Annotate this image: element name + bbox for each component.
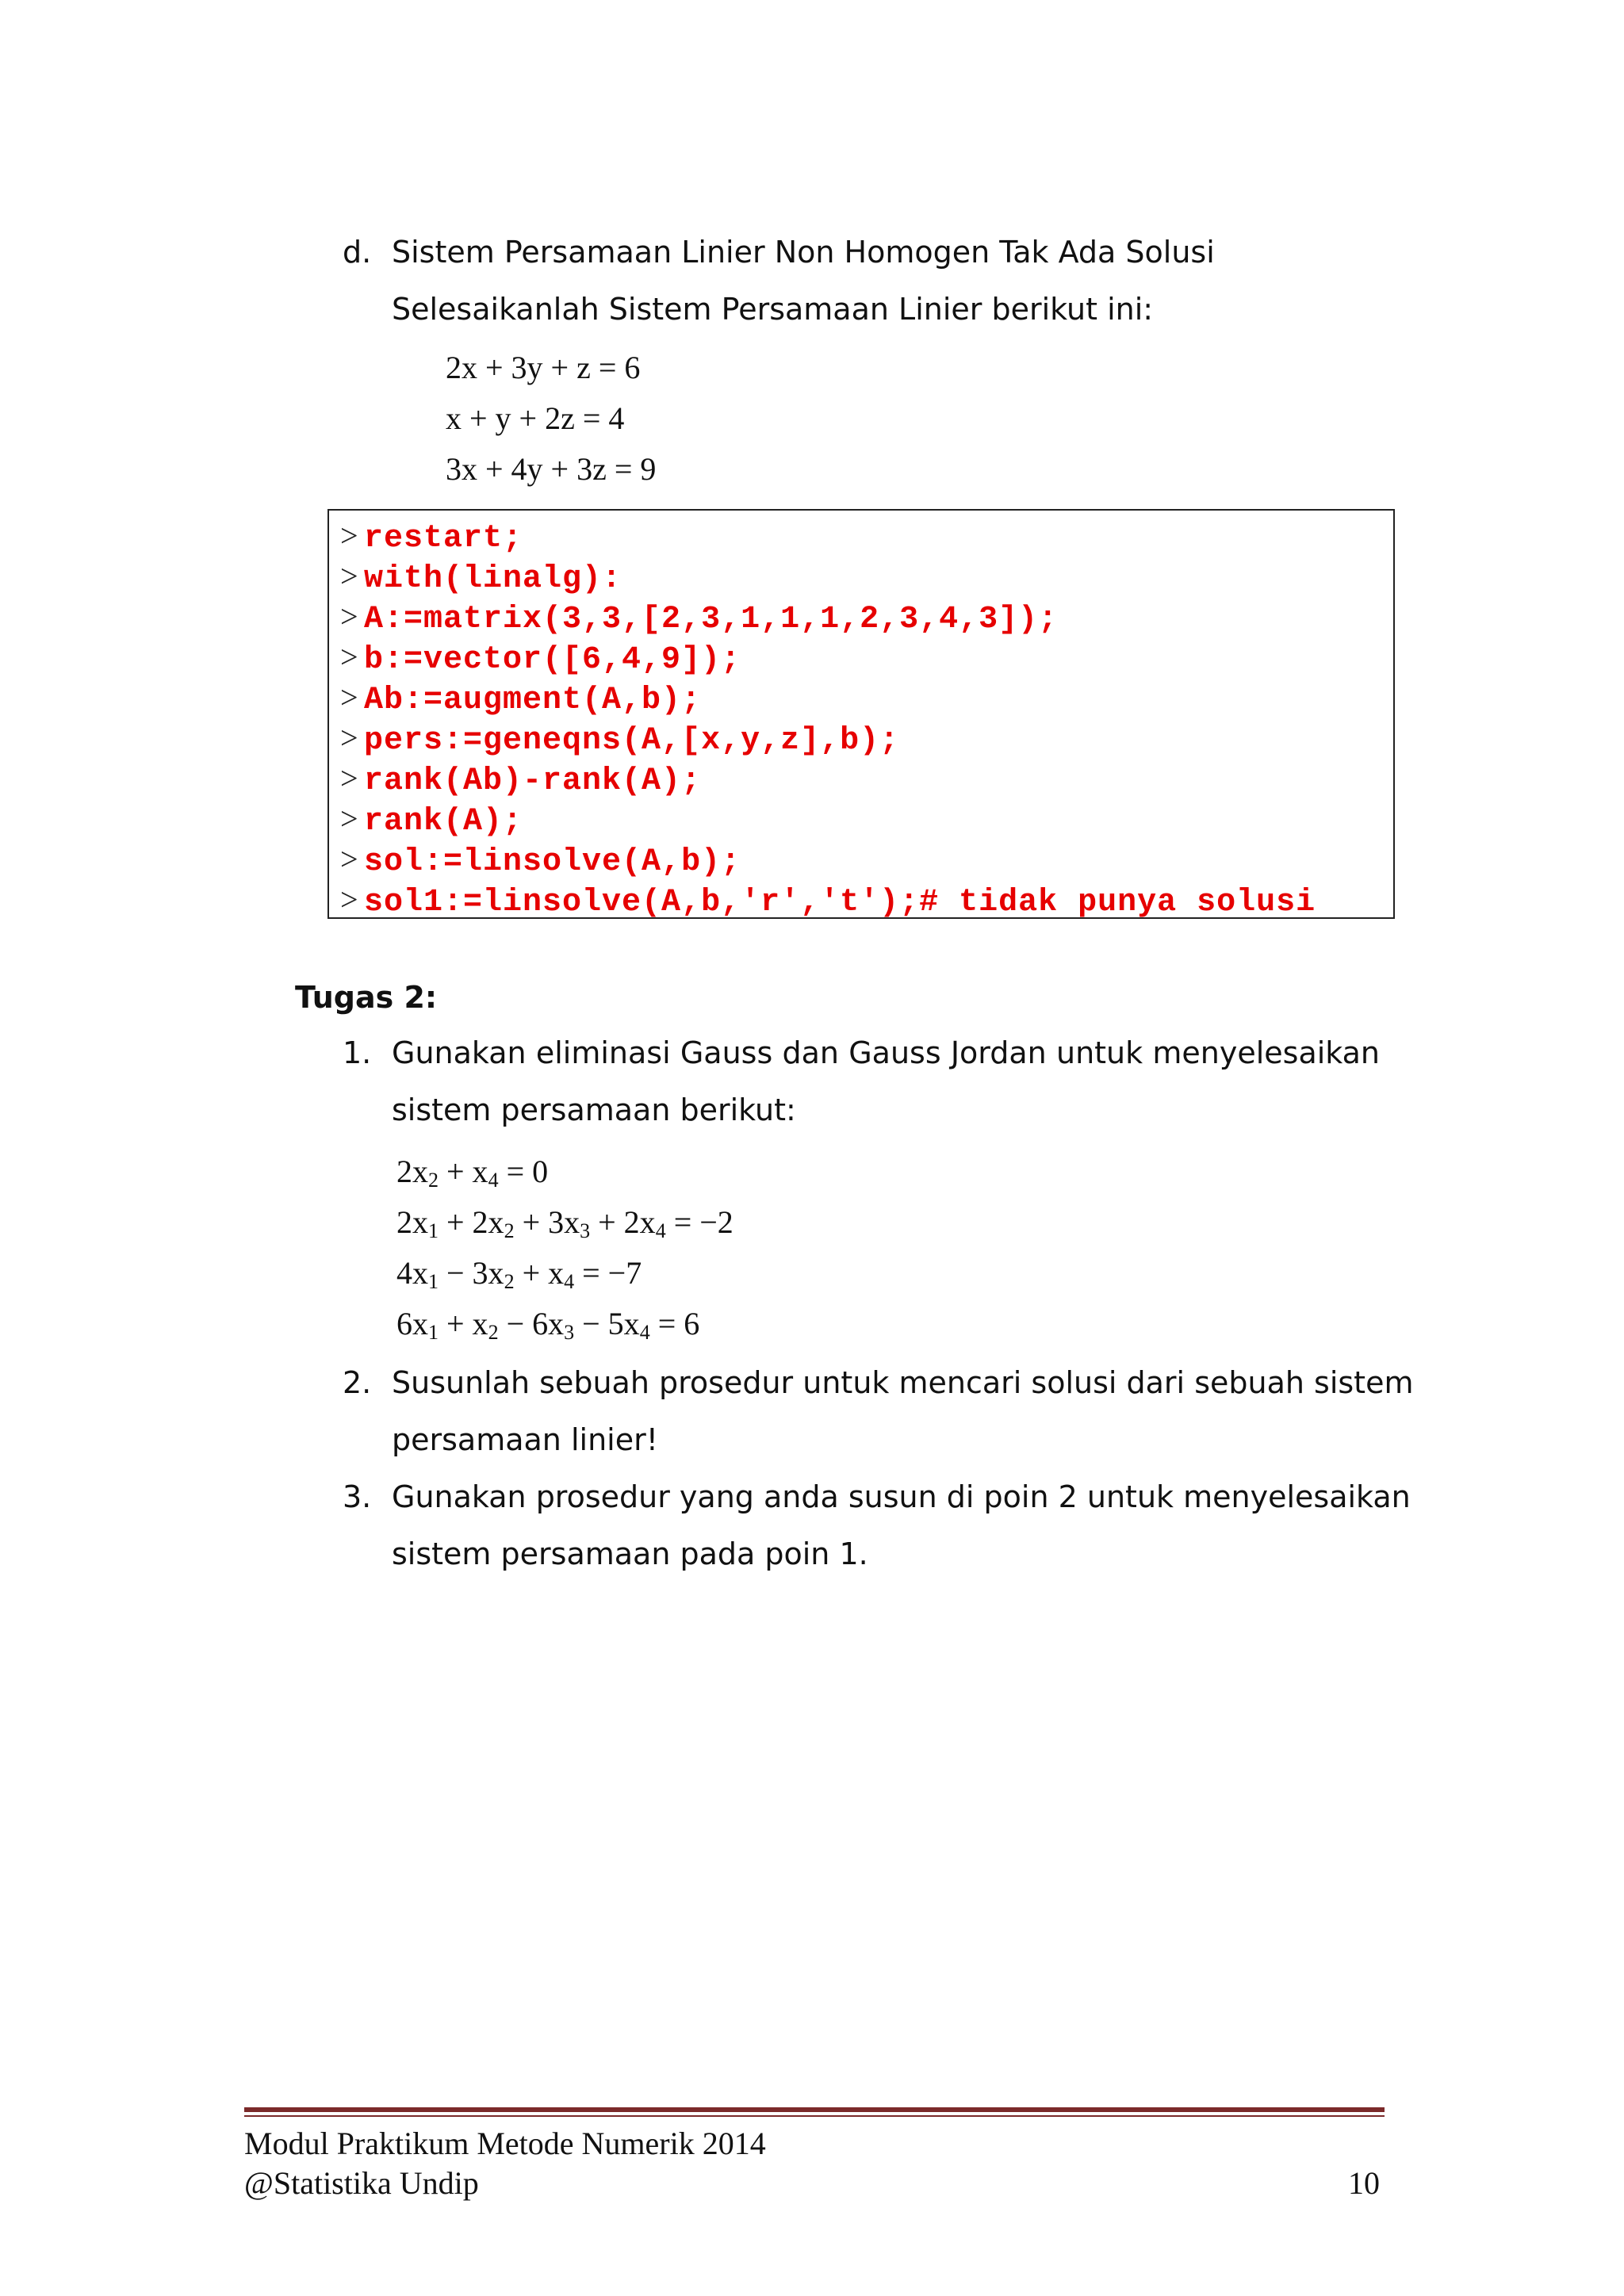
prompt-symbol: > [340,558,358,594]
tugas-equation-2: $2x_1 + 2x_2 + 3x_3 + 2x_4 = -2$ [396,1204,733,1242]
code-line-rank-diff: > rank(Ab)-rank(A); [340,760,702,799]
footer-rule-thin [244,2115,1385,2117]
page-number: 10 [1348,2165,1380,2201]
section-d-title: Sistem Persamaan Linier Non Homogen Tak Ada Solusi [392,235,1215,270]
tugas-equation-1: $2x_2 + x_4 = 0$ [396,1154,549,1192]
prompt-symbol: > [340,639,358,675]
tugas-item-2-number: 2. [343,1365,372,1400]
equation-2: x + y + 2z = 4 [446,400,625,436]
tugas-item-2-line2: persamaan linier! [392,1422,658,1457]
code-line-rank: > rank(A); [340,801,523,840]
code-line-geneqns: > pers:=geneqns(A,[x,y,z],b); [340,720,900,759]
prompt-symbol: > [340,882,358,917]
tugas-equation-4: $6x_1 + x_2 - 6x_3 - 5x_4 = 6$ [396,1306,700,1344]
section-d-instruction: Selesaikanlah Sistem Persamaan Linier berikut ini: [392,292,1154,327]
code-line-vector: > b:=vector([6,4,9]); [340,639,741,678]
code-line-linsolve-params: > sol1:=linsolve(A,b,'r','t');# tidak punya solusi [340,882,1316,920]
footer-rule-thick [244,2107,1385,2112]
tugas-item-1-number: 1. [343,1035,372,1070]
prompt-symbol: > [340,841,358,877]
tugas-equation-3: $4x_1 - 3x_2 + x_4 = -7$ [396,1255,642,1293]
footer-module-title: Modul Praktikum Metode Numerik 2014 [244,2126,766,2161]
code-line-linsolve: > sol:=linsolve(A,b); [340,841,741,880]
equation-3: 3x + 4y + 3z = 9 [446,451,657,487]
tugas-item-3-line2: sistem persamaan pada poin 1. [392,1536,868,1571]
tugas-item-3-number: 3. [343,1479,372,1514]
section-d-label: d. [343,235,372,270]
tugas-item-3-line1: Gunakan prosedur yang anda susun di poin 2 untuk menyelesaikan [392,1479,1411,1514]
prompt-symbol: > [340,760,358,796]
code-line-matrix: > A:=matrix(3,3,[2,3,1,1,1,2,3,4,3]); [340,599,1059,637]
tugas-item-1-line2: sistem persamaan berikut: [392,1093,796,1127]
prompt-symbol: > [340,801,358,836]
prompt-symbol: > [340,518,358,553]
tugas-heading: Tugas 2: [295,980,438,1015]
code-line-with-linalg: > with(linalg): [340,558,622,597]
tugas-item-2-line1: Susunlah sebuah prosedur untuk mencari solusi dari sebuah sistem [392,1365,1414,1400]
footer-institution: @Statistika Undip [244,2165,479,2201]
prompt-symbol: > [340,599,358,634]
equation-1: 2x + 3y + z = 6 [446,350,641,385]
prompt-symbol: > [340,679,358,715]
tugas-item-1-line1: Gunakan eliminasi Gauss dan Gauss Jordan untuk menyelesaikan [392,1035,1380,1070]
maple-code-block [327,509,1395,919]
prompt-symbol: > [340,720,358,756]
code-line-restart: > restart; [340,518,523,557]
code-line-augment: > Ab:=augment(A,b); [340,679,702,718]
